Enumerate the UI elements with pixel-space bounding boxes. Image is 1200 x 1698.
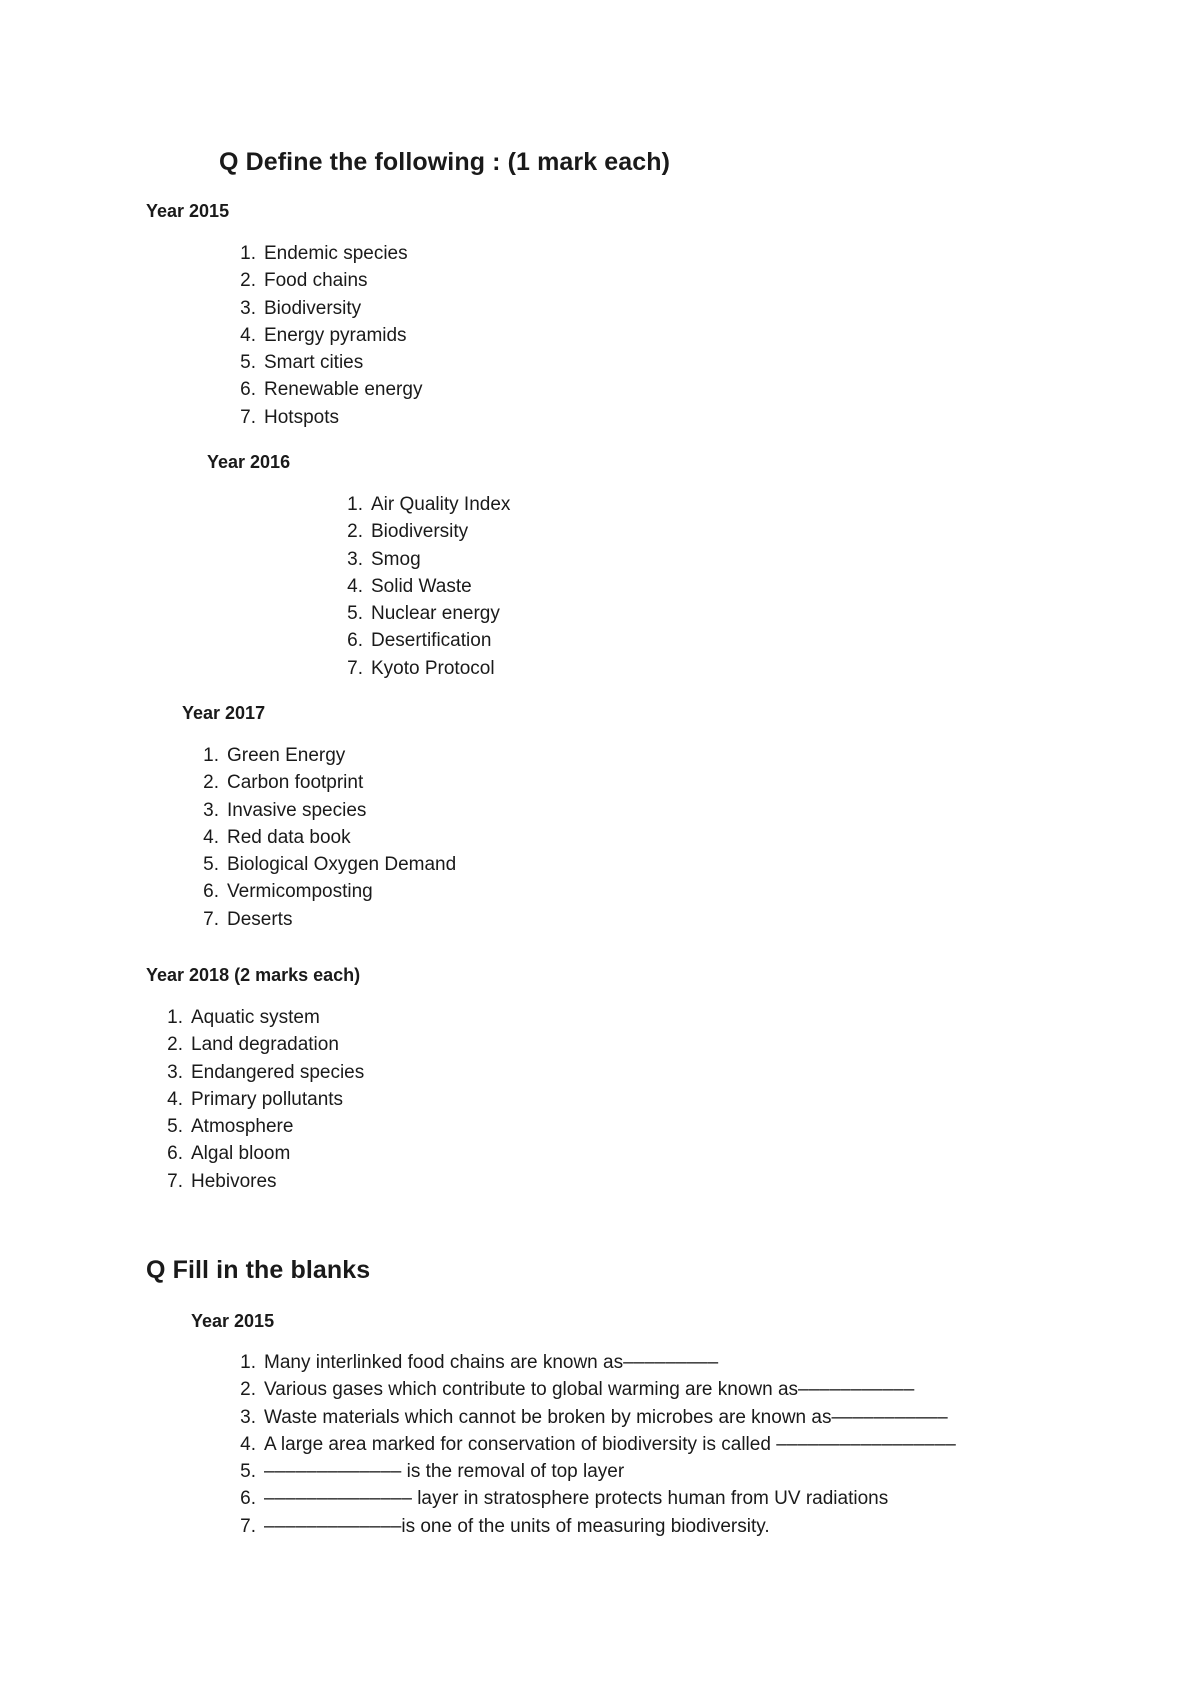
section-title-fill-blanks: Q Fill in the blanks xyxy=(146,1256,371,1284)
year-heading-2016: Year 2016 xyxy=(207,452,291,472)
year-heading-2017: Year 2017 xyxy=(182,703,266,723)
year-heading-2015: Year 2015 xyxy=(146,201,230,221)
section-title-define: Q Define the following : (1 mark each) xyxy=(219,148,671,176)
year-heading-2015-blanks: Year 2015 xyxy=(191,1311,275,1331)
year-heading-2018: Year 2018 (2 marks each) xyxy=(146,965,361,985)
document-page: Q Define the following : (1 mark each) Year 2015 1. Endemic species 2. Food chains 3. Biodiversity 4. Energy pyramids 5. Smart cities 6. Renewable energy 7. Hotspots Year 2016 1. Air Quality Index 2. Biodiversity 3. Smog 4. Solid Waste 5. Nuclear energy 6. Desertification 7. Kyoto Protocol Year 2017 1. Green Energy 2. Carbon footprint 3. Invasive species 4. Red data book 5. Biological Oxygen Demand 6. Vermicomposting 7. Deserts Year 2018 (2 marks each) 1. Aquatic system 2. Land degradation 3. Endangered species 4. Primary pollutants 5. Atmosphere 6. Algal bloom 7. Hebivores Q Fill in the blanks Year 2015 1. Many interlinked food chains are known as––––––––– 2. Various gases which contribute to global warming are known as––––––––––– 3. Waste materials which cannot be broken by microbes are known as––––––––––– 4. A large area marked for conservation of biodiversity is called ––––––––––––––––– 5. ––––––––––––– is the removal of top layer 6. –––––––––––––– layer in stratosphere protects human from UV radiations 7. –––––––––––––is one of the units of measuring biodiversity. xyxy=(146,148,956,1537)
